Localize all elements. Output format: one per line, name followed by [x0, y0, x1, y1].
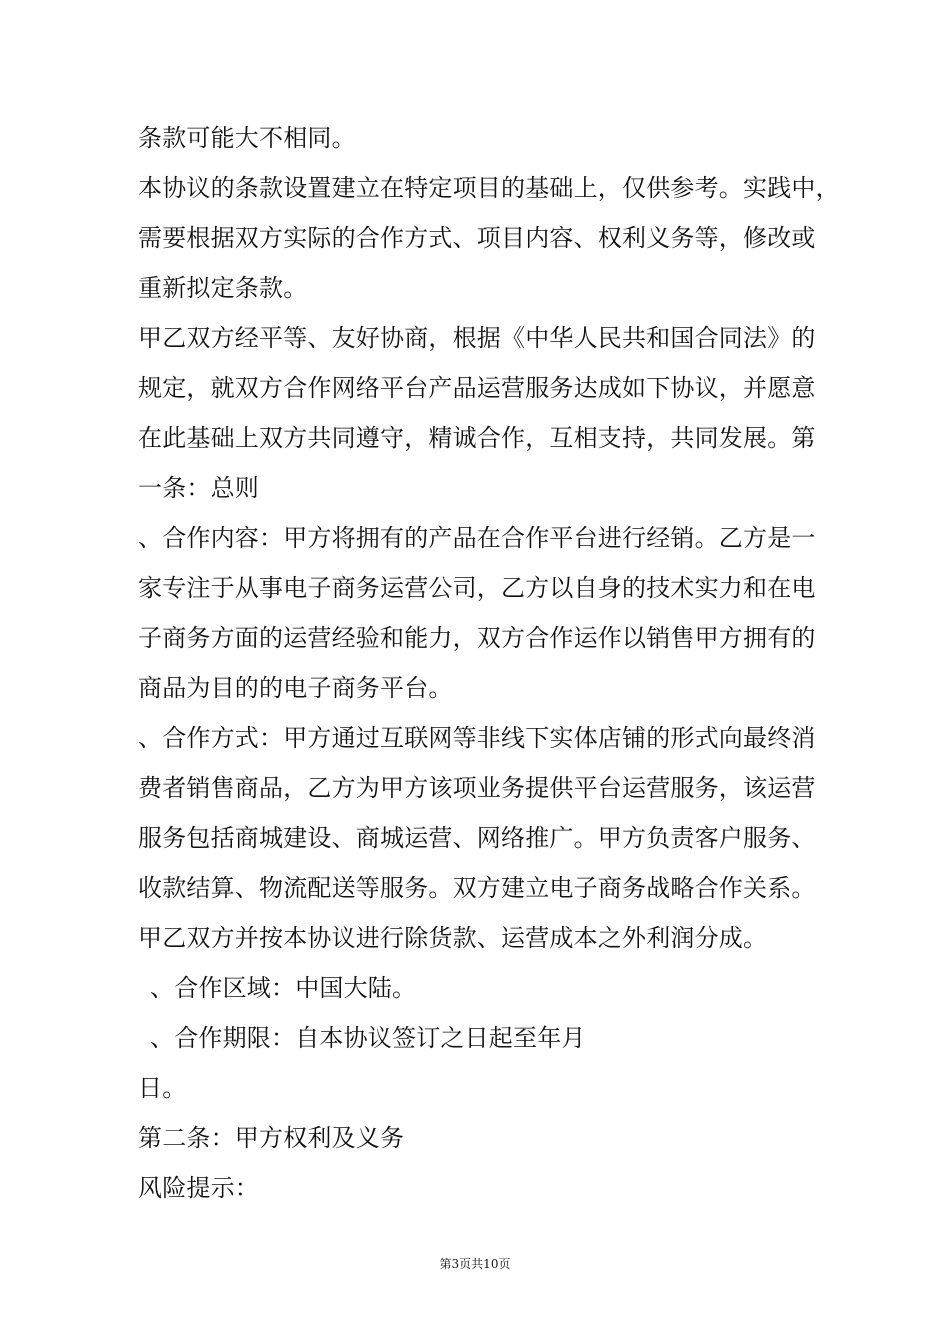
body-line-18: 、合作区域：中国大陆。 — [150, 974, 417, 1002]
page-number-footer: 第3页共10页 — [439, 1257, 511, 1271]
body-line-3: 需要根据双方实际的合作方式、项目内容、权利义务等，修改或 — [138, 224, 816, 252]
body-line-5: 甲乙双方经平等、友好协商，根据《中华人民共和国合同法》的 — [138, 324, 816, 352]
body-line-10: 家专注于从事电子商务运营公司，乙方以自身的技术实力和在电 — [138, 574, 816, 602]
body-line-16: 收款结算、物流配送等服务。双方建立电子商务战略合作关系。 — [138, 874, 816, 902]
body-line-7: 在此基础上双方共同遵守，精诚合作，互相支持，共同发展。第 — [138, 424, 816, 452]
body-line-12: 商品为目的的电子商务平台。 — [138, 674, 453, 702]
body-line-14: 费者销售商品，乙方为甲方该项业务提供平台运营服务，该运营 — [138, 774, 816, 802]
body-line-13: 、合作方式：甲方通过互联网等非线下实体店铺的形式向最终消 — [138, 724, 816, 752]
body-line-19: 、合作期限：自本协议签订之日起至年月 — [150, 1024, 586, 1052]
body-line-2: 本协议的条款设置建立在特定项目的基础上，仅供参考。实践中， — [138, 174, 840, 202]
body-line-9: 、合作内容：甲方将拥有的产品在合作平台进行经销。乙方是一 — [138, 524, 816, 552]
risk-notice-label: 风险提示： — [138, 1174, 259, 1202]
body-line-1: 条款可能大不相同。 — [138, 124, 356, 152]
section-heading-2: 第二条：甲方权利及义务 — [138, 1124, 405, 1152]
body-line-6: 规定，就双方合作网络平台产品运营服务达成如下协议，并愿意 — [138, 374, 816, 402]
body-line-4: 重新拟定条款。 — [138, 274, 308, 302]
section-heading-1: 一条：总则 — [138, 474, 259, 502]
body-line-11: 子商务方面的运营经验和能力，双方合作运作以销售甲方拥有的 — [138, 624, 816, 652]
body-line-17: 甲乙双方并按本协议进行除货款、运营成本之外利润分成。 — [138, 924, 768, 952]
body-line-20: 日。 — [138, 1074, 187, 1102]
body-line-15: 服务包括商城建设、商城运营、网络推广。甲方负责客户服务、 — [138, 824, 816, 852]
